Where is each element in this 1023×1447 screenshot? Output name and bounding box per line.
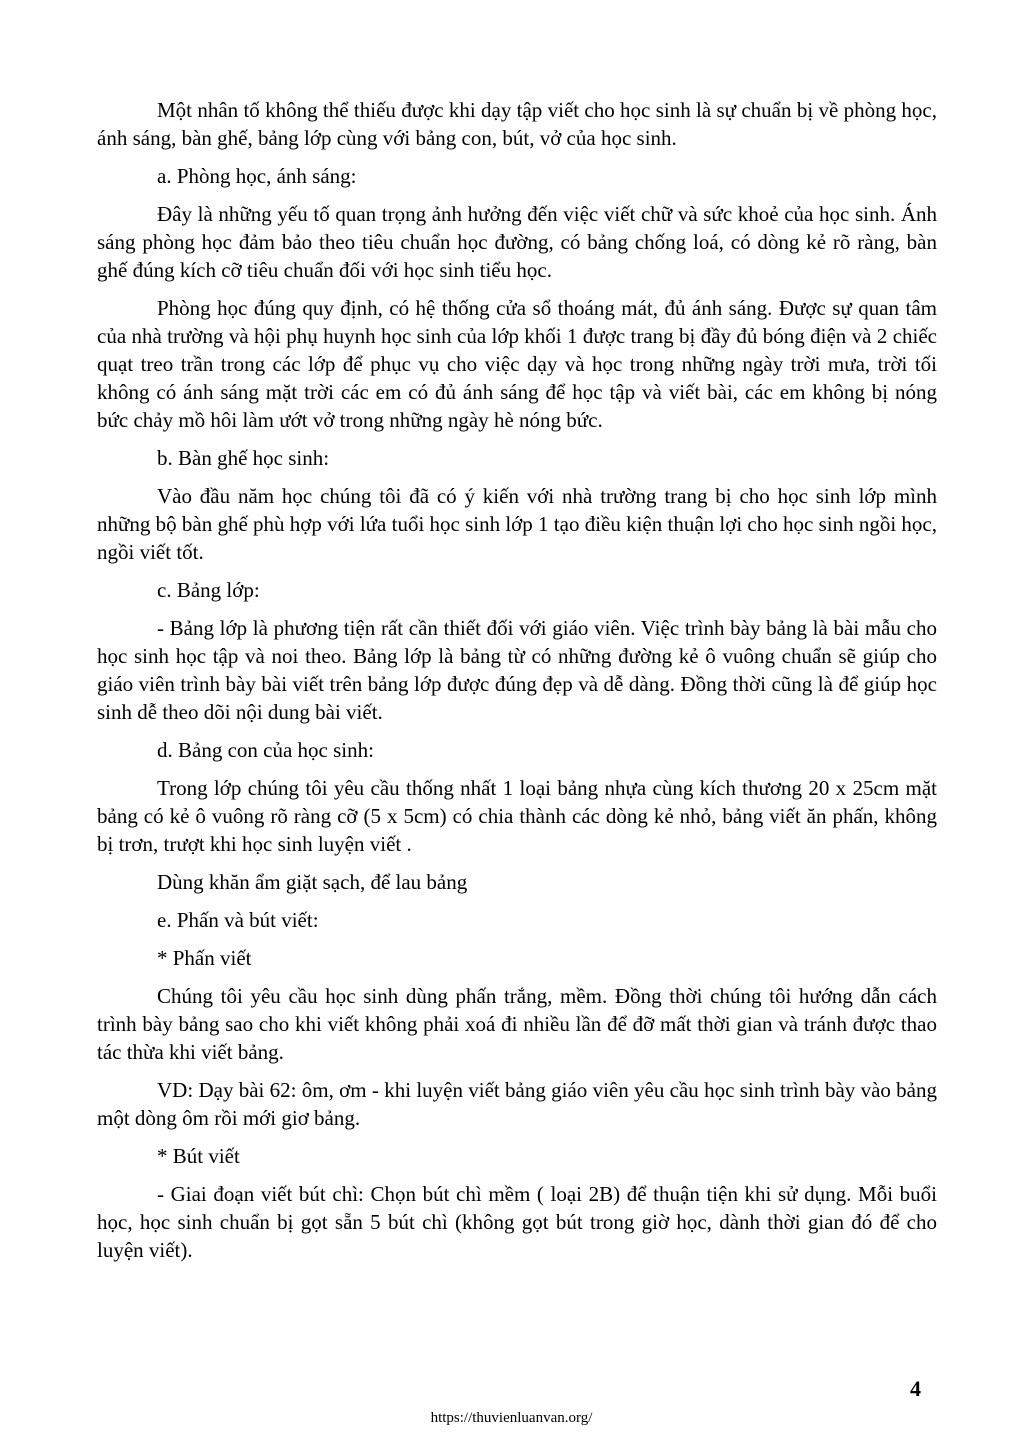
paragraph-desks: Vào đầu năm học chúng tôi đã có ý kiến với nhà trường trang bị cho học sinh lớp mình những bộ bàn ghế phù hợp với lứa tuổi học sinh lớp 1 tạo điều kiện thuận lợi cho học sinh ngồi học, ngồi viết tốt. <box>97 484 937 564</box>
paragraph-blackboard: - Bảng lớp là phương tiện rất cần thiết đối với giáo viên. Việc trình bày bảng là bài mẫu cho học sinh học tập và noi theo. Bảng lớp là bảng từ có những đường kẻ ô vuông chuẩn sẽ giúp cho giáo viên trình bày bài viết trên bảng lớp được đúng đẹp và dễ dàng. Đồng thời cũng là để giúp học sinh dễ theo dõi nội dung bài viết. <box>97 616 937 724</box>
paragraph-chalk: Chúng tôi yêu cầu học sinh dùng phấn trắng, mềm. Đồng thời chúng tôi hướng dẫn cách trình bày bảng sao cho khi viết không phải xoá đi nhiều lần để đỡ mất thời gian và tránh được thao tác thừa khi viết bảng. <box>97 984 937 1064</box>
heading-student-board: d. Bảng con của học sinh: <box>157 738 374 762</box>
paragraph-intro: Một nhân tố không thể thiếu được khi dạy tập viết cho học sinh là sự chuẩn bị về phòng học, ánh sáng, bàn ghế, bảng lớp cùng với bảng con, bút, vở của học sinh. <box>97 98 937 150</box>
footer-url[interactable]: https://thuvienluanvan.org/ <box>430 1410 593 1426</box>
paragraph-lighting: Đây là những yếu tố quan trọng ảnh hưởng đến việc viết chữ và sức khoẻ của học sinh. Ánh sáng phòng học đảm bảo theo tiêu chuẩn học đường, có bảng chống loá, có dòng kẻ rõ ràng, bàn ghế đúng kích cỡ tiêu chuẩn đối với học sinh tiểu học. <box>97 202 937 282</box>
page-number: 4 <box>910 1376 921 1401</box>
heading-chalk: * Phấn viết <box>157 946 252 970</box>
heading-classroom-lighting: a. Phòng học, ánh sáng: <box>157 164 357 188</box>
heading-desks: b. Bàn ghế học sinh: <box>157 446 330 470</box>
paragraph-example: VD: Dạy bài 62: ôm, ơm - khi luyện viết bảng giáo viên yêu cầu học sinh trình bày vào bảng một dòng ôm rồi mới giơ bảng. <box>97 1078 937 1130</box>
paragraph-pencils: - Giai đoạn viết bút chì: Chọn bút chì mềm ( loại 2B) để thuận tiện khi sử dụng. Mỗi buổi học, học sinh chuẩn bị gọt sẵn 5 bút chì (không gọt bút trong giờ học, dành thời gian đó để cho luyện viết). <box>97 1182 937 1262</box>
heading-pens: * Bút viết <box>157 1144 240 1168</box>
heading-chalk-pens: e. Phấn và bút viết: <box>157 908 319 932</box>
paragraph-student-board: Trong lớp chúng tôi yêu cầu thống nhất 1 loại bảng nhựa cùng kích thương 20 x 25cm mặt bảng có kẻ ô vuông rõ ràng cỡ (5 x 5cm) có chia thành các dòng kẻ nhỏ, bảng viết ăn phấn, không bị trơn, trượt khi học sinh luyện viết . <box>97 776 937 856</box>
heading-blackboard: c. Bảng lớp: <box>157 578 260 602</box>
paragraph-cleaning: Dùng khăn ẩm giặt sạch, để lau bảng <box>157 870 468 894</box>
paragraph-classroom: Phòng học đúng quy định, có hệ thống cửa sổ thoáng mát, đủ ánh sáng. Được sự quan tâm của nhà trường và hội phụ huynh học sinh của lớp khối 1 được trang bị đầy đủ bóng điện và 2 chiếc quạt treo trần trong các lớp để phục vụ cho việc dạy và học trong những ngày trời mưa, trời tối không có ánh sáng mặt trời các em có đủ ánh sáng để học tập và viết bài, các em không bị nóng bức chảy mồ hôi làm ướt vở trong những ngày hè nóng bức. <box>97 296 937 432</box>
document-body <box>97 96 937 1274</box>
